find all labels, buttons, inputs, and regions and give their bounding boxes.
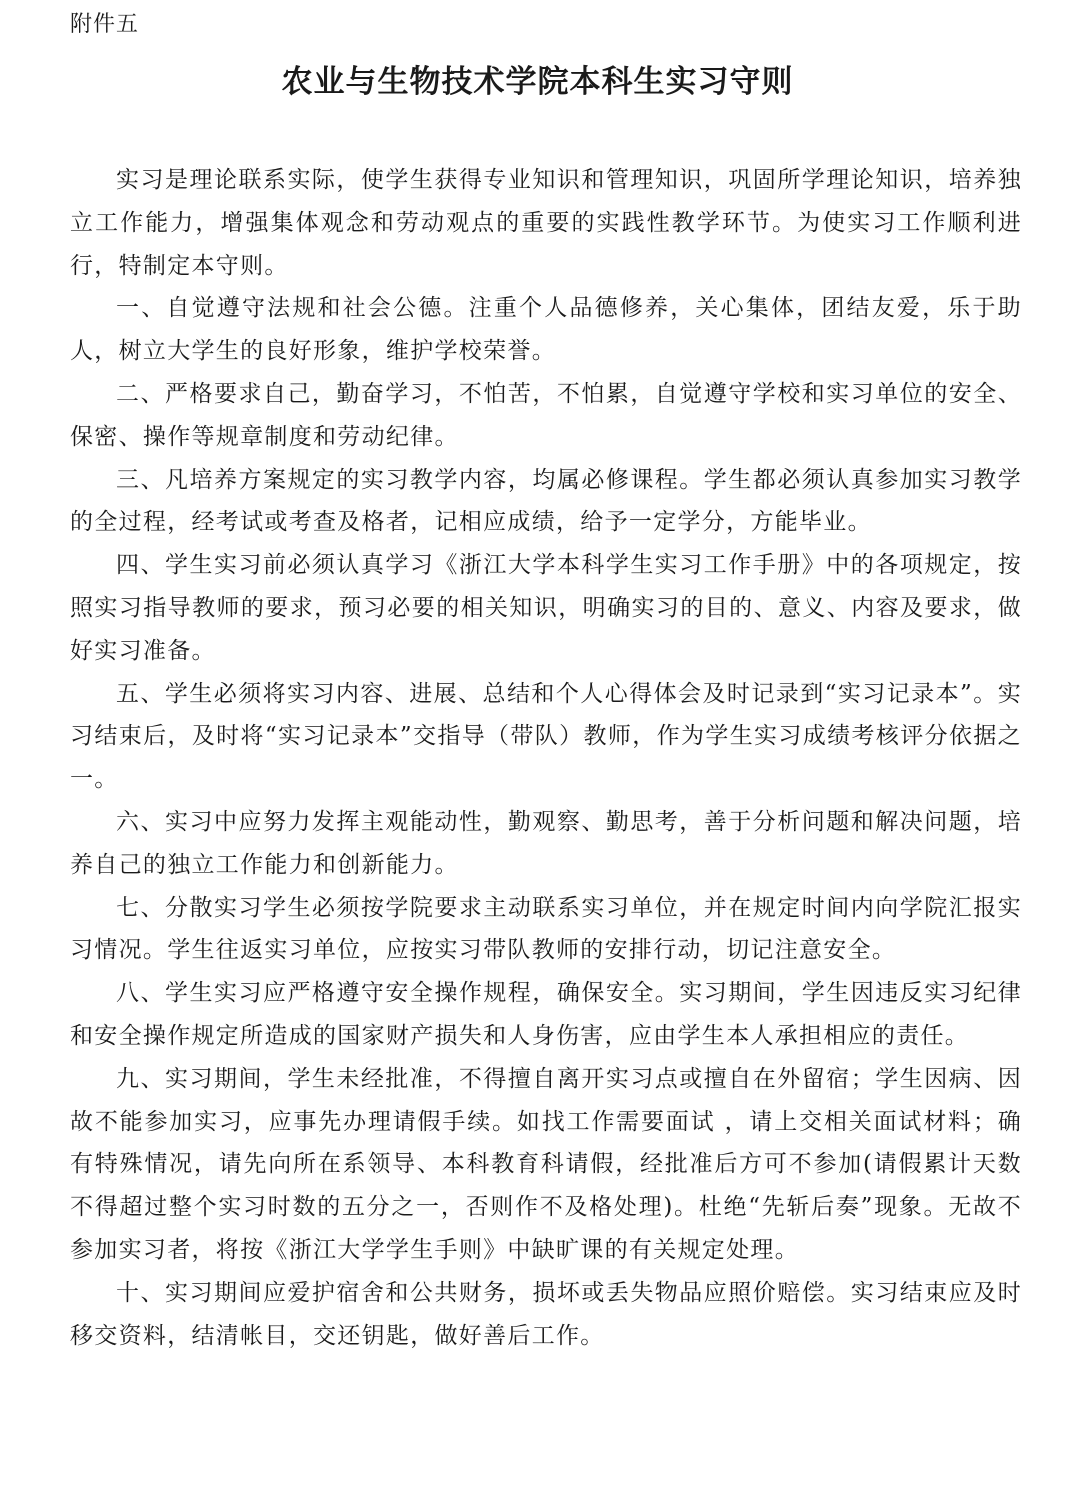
rule-3-paragraph: 三、凡培养方案规定的实习教学内容，均属必修课程。学生都必须认真参加实习教学的全过程，经考试或考查及格者，记相应成绩，给予一定学分，方能毕业。 (70, 466, 1022, 536)
rule-4-paragraph: 四、学生实习前必须认真学习《浙江大学本科学生实习工作手册》中的各项规定，按照实习指导教师的要求，预习必要的相关知识，明确实习的目的、意义、内容及要求，做好实习准备。 (70, 552, 1022, 664)
rule-10-paragraph: 十、实习期间应爱护宿舍和公共财务，损坏或丢失物品应照价赔偿。实习结束应及时移交资料，结清帐目，交还钥匙，做好善后工作。 (70, 1279, 1022, 1349)
document-title: 农业与生物技术学院本科生实习守则 (281, 64, 794, 100)
rule-8-paragraph: 八、学生实习应严格遵守安全操作规程，确保安全。实习期间，学生因违反实习纪律和安全操作规定所造成的国家财产损失和人身伤害，应由学生本人承担相应的责任。 (70, 980, 1022, 1049)
rule-7-paragraph: 七、分散实习学生必须按学院要求主动联系实习单位，并在规定时间内向学院汇报实习情况。学生往返实习单位，应按实习带队教师的安排行动，切记注意安全。 (70, 894, 1022, 964)
rule-5-paragraph: 五、学生必须将实习内容、进展、总结和个人心得体会及时记录到“实习记录本”。实习结束后，及时将“实习记录本”交指导（带队）教师，作为学生实习成绩考核评分依据之一。 (70, 680, 1022, 793)
rule-2-paragraph: 二、严格要求自己，勤奋学习，不怕苦，不怕累，自觉遵守学校和实习单位的安全、保密、操作等规章制度和劳动纪律。 (70, 380, 1022, 450)
rule-1-paragraph: 一、自觉遵守法规和社会公德。注重个人品德修养，关心集体，团结友爱，乐于助人，树立大学生的良好形象，维护学校荣誉。 (70, 295, 1022, 365)
document-body (70, 159, 1022, 1357)
intro-paragraph: 实习是理论联系实际，使学生获得专业知识和管理知识，巩固所学理论知识，培养独立工作能力，增强集体观念和劳动观点的重要的实践性教学环节。为使实习工作顺利进行，特制定本守则。 (70, 167, 1022, 279)
attachment-label: 附件五 (70, 12, 140, 37)
rule-6-paragraph: 六、实习中应努力发挥主观能动性，勤观察、勤思考，善于分析问题和解决问题，培养自己的独立工作能力和创新能力。 (70, 808, 1022, 878)
rule-9-paragraph: 九、实习期间，学生未经批准，不得擅自离开实习点或擅自在外留宿；学生因病、因故不能参加实习，应事先办理请假手续。如找工作需要面试 ，请上交相关面试材料；确有特殊情况，请先向所在系领导、本科教育科请假，经批准后方可不参加(请假累计天数不得超过整个实习时数的五分之一，否则作不及格处理)。杜绝“先斩后奏”现象。无故不参加实习者，将按《浙江大学学生手则》中缺旷课的有关规定处理。 (70, 1065, 1022, 1263)
